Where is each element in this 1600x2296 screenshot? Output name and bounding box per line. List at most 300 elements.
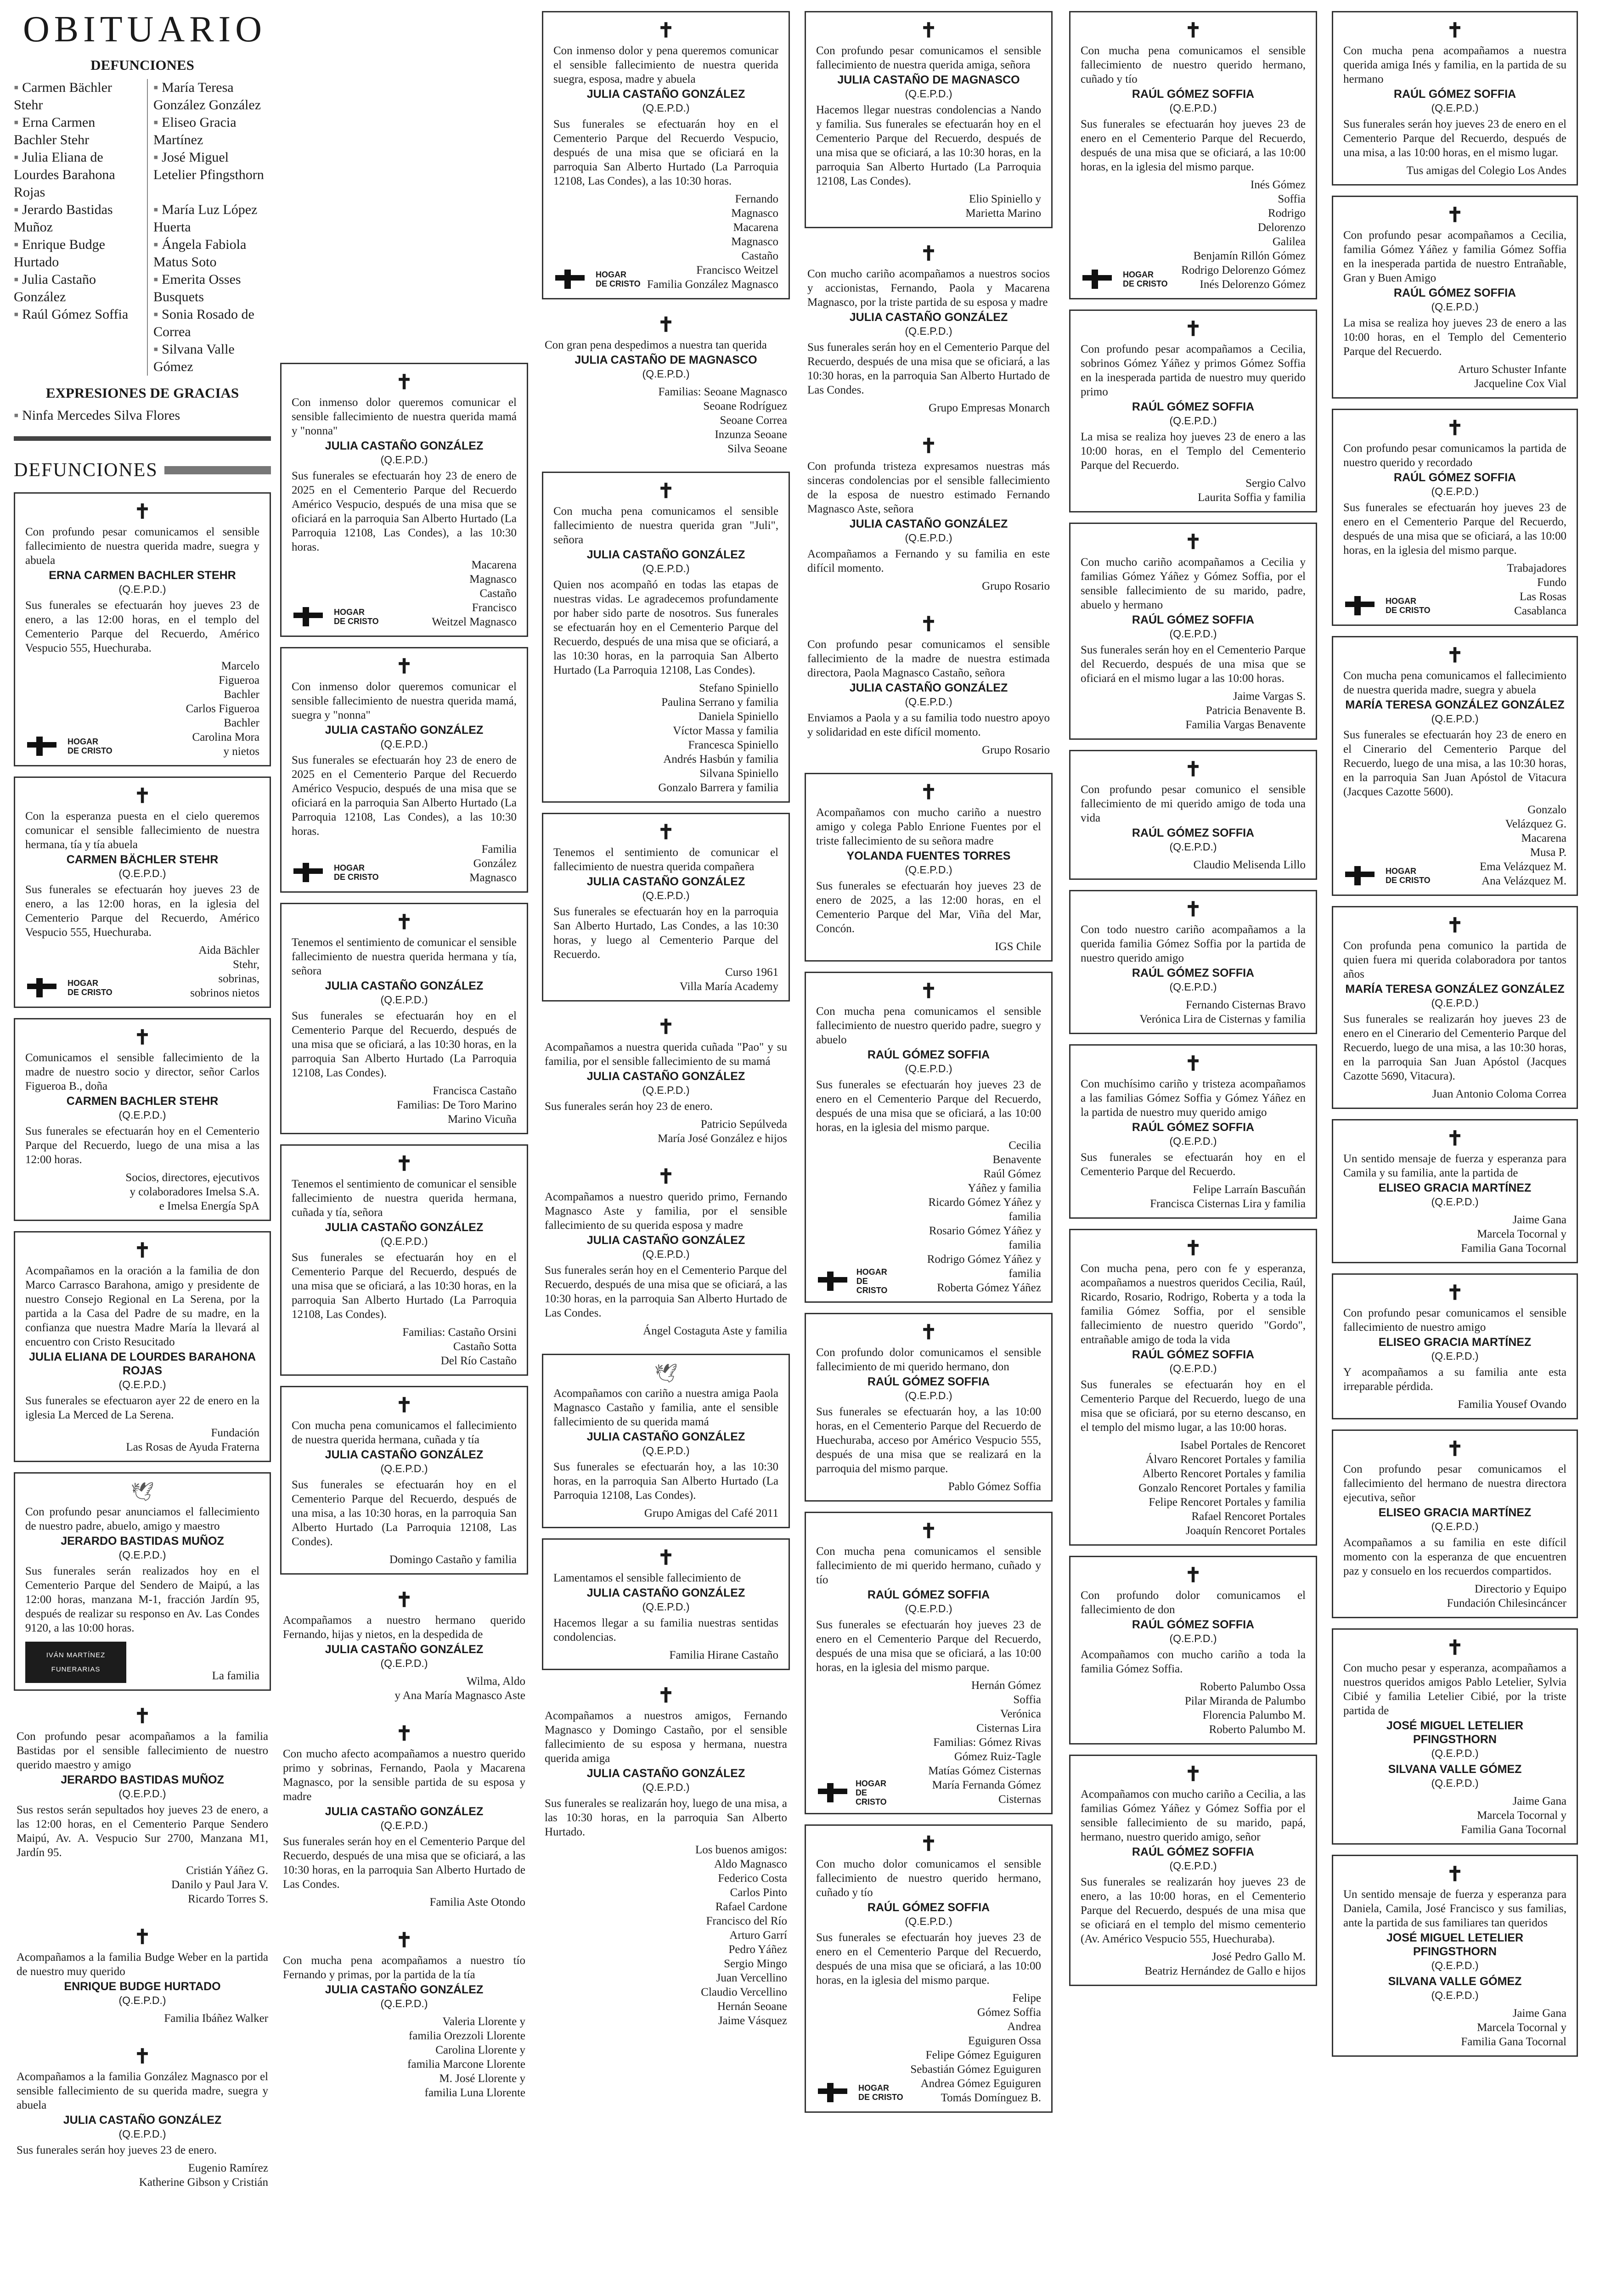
cross-icon: ✝ <box>395 1394 413 1417</box>
rip-label: (Q.E.P.D.) <box>905 88 952 100</box>
cross-icon: ✝ <box>1446 644 1464 667</box>
signature-line: sobrinos nietos <box>190 987 259 999</box>
deceased-name: RAÚL GÓMEZ SOFFIA <box>867 1901 990 1914</box>
signature-line: sobrinas, <box>218 973 259 985</box>
obituary-notice <box>1069 11 1317 299</box>
notice-intro: Con mucho pesar y esperanza, acompañamos a nuestros queridos amigos Pablo Letelier, Sylvia Cibié y familia Letelier Cibié, por la triste partida de <box>1343 1662 1566 1717</box>
signature-line: González <box>473 857 517 870</box>
hogar-de-cristo-logo <box>1343 863 1431 888</box>
deceased-name: JOSÉ MIGUEL LETELIER PFINGSTHORN <box>1386 1719 1524 1746</box>
deceased-name: RAÚL GÓMEZ SOFFIA <box>867 1588 990 1601</box>
signature-line: Socios, directores, ejecutivos <box>125 1171 259 1184</box>
obituary-notice <box>1069 523 1317 740</box>
notice-body: Sus funerales se efectuarán hoy en el Cementerio Parque del Recuerdo Vespucio, después de una misa que se oficiará en la parroquia San Alberto Hurtado (La Parroquia 12108, Las Condes), a las 10:30 horas. <box>553 118 778 187</box>
cross-icon: ✝ <box>1446 204 1464 226</box>
signature-line: Castaño Sotta <box>453 1340 517 1353</box>
signature-line: Hernán Seoane <box>717 2000 787 2013</box>
logo-line: HOGAR <box>334 608 365 617</box>
obituary-notice <box>805 431 1053 599</box>
cross-icon: ✝ <box>395 1153 413 1175</box>
notice-body: Sus funerales serán hoy jueves 23 de enero. <box>17 2144 217 2156</box>
rip-label: (Q.E.P.D.) <box>905 1390 952 1401</box>
deceased-name: SILVANA VALLE GÓMEZ <box>1388 1763 1522 1776</box>
signature-line: Francisca Cisternas Lira y familia <box>1150 1198 1306 1210</box>
signature-line: Elio Spiniello y <box>969 193 1041 205</box>
obituary-notice <box>1332 906 1578 1109</box>
notice-body: Sus funerales se efectuarán hoy, a las 10:00 horas, en el Cementerio Parque del Recuerdo de Huechuraba, acceso por Américo Vespucio 555, después de una misa que se realizará en la parroquia del mismo parque. <box>816 1406 1041 1475</box>
signature-line: Seoane Correa <box>720 414 787 427</box>
notice-body: Quien nos acompañó en todas las etapas de nuestras vidas. Le agradecemos profundamente por haber sido parte de nosotros. Sus funerales se efectuarán hoy en el Cementerio Parque del Recuerdo, después de una misa que se oficiará, a las 10:30 horas, en la parroquia San Alberto Hurtado (La Parroquia 12108, Las Condes). <box>553 579 778 676</box>
signature-line: Marietta Marino <box>965 207 1041 219</box>
signature-line: Stefano Spiniello <box>699 682 778 694</box>
rip-label: (Q.E.P.D.) <box>118 1379 166 1390</box>
deceased-name: RAÚL GÓMEZ SOFFIA <box>1393 88 1516 101</box>
signature-line: Benavente <box>992 1154 1041 1166</box>
notice-intro: Con profundo dolor comunicamos el sensible fallecimiento de mi querido hermano, don <box>816 1346 1041 1373</box>
obituary-notice <box>14 1701 271 1912</box>
cross-logo-icon <box>553 267 592 292</box>
deceased-name: RAÚL GÓMEZ SOFFIA <box>1132 827 1255 839</box>
notice-body: Sus funerales se efectuarán hoy 23 de enero en el Cinerario del Cementerio Parque del Recuerdo, luego de una misa, a las 10:30 horas, en la parroquia San Juan Apóstol de Vitacura (Jacques Cazotte 5600). <box>1343 729 1566 798</box>
deceased-name: RAÚL GÓMEZ SOFFIA <box>1132 1846 1255 1858</box>
cross-icon: ✝ <box>657 1016 675 1038</box>
signature-line: Macarena <box>471 559 517 571</box>
signature-line: Jaime Gana <box>1512 1214 1566 1226</box>
deceased-name: JULIA CASTAÑO GONZÁLEZ <box>586 548 745 561</box>
deceased-name: ENRIQUE BUDGE HURTADO <box>64 1980 221 1993</box>
notice-body: La misa se realiza hoy jueves 23 de enero a las 10:00 horas, en el Templo del Cementerio Parque del Recuerdo. <box>1343 317 1566 358</box>
notice-body: Acompañamos a su familia en este difícil momento con la esperanza de que encuentren paz y consuelo en los recuerdos compartidos. <box>1343 1536 1566 1577</box>
signature-line: Familias: Seoane Magnasco <box>658 386 787 398</box>
masthead <box>14 11 271 48</box>
signature-line: Tomás Domínguez B. <box>941 2092 1041 2104</box>
signature-line: Familia González Magnasco <box>647 278 778 291</box>
cross-logo-icon <box>25 975 64 1000</box>
notice-signatures <box>190 943 259 1000</box>
cross-icon: ✝ <box>920 435 937 457</box>
obituary-notice <box>1332 1119 1578 1263</box>
index-entry-left: ▪ Jerardo Bastidas Muñoz <box>14 201 138 236</box>
deceased-name: YOLANDA FUENTES TORRES <box>846 850 1011 862</box>
obituary-notice <box>542 1161 790 1344</box>
notice-signatures <box>910 1991 1041 2105</box>
notice-signatures <box>1081 476 1306 505</box>
signature-line: y nietos <box>223 745 259 758</box>
obituary-notice <box>280 903 528 1134</box>
obituary-notice <box>1069 890 1317 1034</box>
rip-label: (Q.E.P.D.) <box>1431 1959 1479 1971</box>
signature-row <box>25 940 259 1000</box>
logo-text <box>856 1779 897 1806</box>
obituary-notice <box>14 1922 271 2031</box>
signature-line: Del Río Castaño <box>440 1355 517 1367</box>
rip-label: (Q.E.P.D.) <box>1169 415 1217 427</box>
deceased-name: SILVANA VALLE GÓMEZ <box>1388 1975 1522 1988</box>
signature-line: Claudio Melisenda Lillo <box>1193 859 1306 871</box>
notice-body: Sus funerales se efectuarán hoy en el Cementerio Parque del Recuerdo, después de una misa que se oficiará, a las 10:30 horas, en la parroquia San Alberto Hurtado (La Parroquia 12108, Las Condes). <box>292 1010 517 1079</box>
notice-signatures <box>545 1324 787 1338</box>
deceased-name: RAÚL GÓMEZ SOFFIA <box>1132 967 1255 979</box>
obituary-notice <box>1332 11 1578 186</box>
deceased-name: JULIA CASTAÑO GONZÁLEZ <box>325 439 484 452</box>
signature-line: Macarena <box>733 221 778 234</box>
gracias-entry: ▪ Ninfa Mercedes Silva Flores <box>14 407 271 424</box>
signature-line: Ricardo Gómez Yáñez y familia <box>928 1196 1041 1223</box>
deceased-name: JULIA CASTAÑO GONZÁLEZ <box>849 681 1008 694</box>
logo-text <box>334 608 379 626</box>
notice-body: Sus funerales se efectuarán hoy en el Cementerio Parque del Recuerdo, después de una misa, a las 10:30 horas, en la parroquia San Alberto Hurtado (La Parroquia 12108, Las Condes). <box>292 1479 517 1548</box>
deceased-name: JULIA CASTAÑO GONZÁLEZ <box>325 1448 484 1461</box>
index-entry-left: ▪ Enrique Budge Hurtado <box>14 236 138 271</box>
rip-label: (Q.E.P.D.) <box>905 1915 952 1927</box>
obituary-notice <box>1069 1755 1317 1986</box>
logo-text <box>858 2083 903 2102</box>
signature-line: Silvana Spiniello <box>699 767 778 780</box>
notice-intro: Con mucha pena comunicamos el fallecimiento de nuestra querida madre, suegra y abuela <box>1343 670 1566 696</box>
index-entry-left: ▪ Carmen Bächler Stehr <box>14 79 138 114</box>
notice-intro: Con profundo pesar anunciamos el fallecimiento de nuestro padre, abuelo, amigo y maestro <box>25 1506 259 1532</box>
notice-intro: Acompañamos con mucho cariño a nuestro amigo y colega Pablo Enrione Fuentes por el triste fallecimiento de su señora madre <box>816 806 1041 847</box>
logo-line: DE CRISTO <box>855 1788 887 1806</box>
signature-line: Fundo <box>1537 576 1566 589</box>
cross-icon: ✝ <box>395 655 413 678</box>
signature-line: Katherine Gibson y Cristián <box>139 2176 268 2189</box>
notice-signatures <box>1181 178 1306 292</box>
signature-line: Arturo Schuster Infante <box>1458 363 1566 376</box>
notice-intro: Acompañamos a nuestra querida cuñada "Pao" y su familia, por el sensible fallecimiento de su mamá <box>545 1041 787 1068</box>
obituary-notice <box>1332 1855 1578 2057</box>
notice-intro: Con profundo pesar comunicamos la partida de nuestro querido y recordado <box>1343 442 1566 469</box>
defunciones-heading: DEFUNCIONES <box>90 57 194 73</box>
obituary-notice <box>1069 1229 1317 1546</box>
deceased-name: RAÚL GÓMEZ SOFFIA <box>867 1048 990 1061</box>
signature-line: Felipe Larraín Bascuñán <box>1193 1183 1306 1196</box>
notice-intro: Con muchísimo cariño y tristeza acompañamos a las familias Gómez Soffia y Gómez Yáñez en la partida de nuestro muy querido amigo <box>1081 1078 1306 1119</box>
cross-icon: ✝ <box>657 1165 675 1188</box>
notice-intro: Con profundo dolor comunicamos el fallecimiento de don <box>1081 1589 1306 1616</box>
notice-signatures <box>1343 1397 1566 1412</box>
notice-intro: Con inmenso dolor y pena queremos comunicar el sensible fallecimiento de nuestra querida suegra, esposa, madre y abuela <box>553 45 778 85</box>
cross-icon: ✝ <box>920 19 937 42</box>
notice-signatures <box>469 842 517 885</box>
signature-line: Cristián Yáñez G. <box>186 1864 268 1877</box>
signature-line: Claudio Vercellino <box>701 1986 787 1998</box>
signature-line: Carlos Pinto <box>730 1886 787 1899</box>
signature-line: Yáñez y familia <box>968 1182 1041 1194</box>
cross-icon: ✝ <box>395 371 413 394</box>
logo-line: HOGAR <box>855 1779 886 1788</box>
signature-line: y colaboradores Imelsa S.A. <box>130 1186 259 1198</box>
signature-line: IGS Chile <box>995 940 1041 953</box>
hogar-de-cristo-logo <box>25 975 113 1000</box>
cross-icon: ✝ <box>1184 758 1202 781</box>
notice-signatures <box>283 1674 525 1703</box>
signature-line: Verónica <box>1000 1708 1041 1720</box>
logo-line: DE CRISTO <box>1123 279 1168 288</box>
logo-text <box>1386 597 1431 615</box>
deceased-name: ERNA CARMEN BACHLER STEHR <box>49 569 236 582</box>
signature-row <box>292 838 517 885</box>
signature-line: Bachler <box>224 717 259 729</box>
logo-line: HOGAR <box>858 2083 889 2093</box>
signature-line: Casablanca <box>1514 605 1566 617</box>
notice-signatures <box>1507 561 1566 618</box>
col5-notices <box>1069 11 1317 1986</box>
signature-line: Familia Gana Tocornal <box>1461 2036 1566 2048</box>
obituary-notice <box>542 1680 790 2033</box>
signature-line: Felipe Rencoret Portales y familia <box>1149 1496 1306 1508</box>
notice-body: Sus funerales serán hoy en el Cementerio Parque del Recuerdo, después de una misa que se oficiará, a las 10:30 horas, en la parroquia San Alberto Hurtado de Las Condes. <box>807 341 1050 396</box>
deceased-name: JOSÉ MIGUEL LETELIER PFINGSTHORN <box>1386 1931 1524 1958</box>
notice-body: Sus funerales serán realizados hoy en el Cementerio Parque del Sendero de Maipú, a las 12:00 horas, manzana M-1, fracción Jardín 95, después de realizar su responso en Av. Las Condes 9120, a las 10:00 horas. <box>25 1565 259 1634</box>
section-rule <box>164 466 271 474</box>
cross-logo-icon <box>292 604 330 629</box>
notice-intro: Con profundo pesar comunicamos el sensible fallecimiento de nuestra querida madre, suegra y abuela <box>25 526 259 567</box>
obituary-notice <box>280 363 528 637</box>
deceased-name: ELISEO GRACIA MARTÍNEZ <box>1378 1182 1532 1194</box>
signature-line: Domingo Castaño y familia <box>389 1553 517 1566</box>
index-entry-right: ▪ Silvana Valle Gómez <box>147 341 271 376</box>
obituary-notice <box>280 1925 528 2105</box>
notice-body: Sus funerales se efectuarán hoy jueves 23 de enero en el Cementerio Parque del Recuerdo, después de una misa que se oficiará, a las 10:00 horas, en la iglesia del mismo parque. <box>816 1931 1041 1986</box>
obituary-notice <box>805 1824 1053 2113</box>
logo-text <box>68 737 113 755</box>
notice-body: Sus funerales se efectuarán hoy en el Cementerio Parque del Recuerdo. <box>1081 1151 1306 1178</box>
notice-body: Sus funerales se efectuarán hoy en el Cementerio Parque del Recuerdo, luego de una misa que se oficiará, por su eterno descanso, en el templo del mismo lugar, a las 10:00 horas. <box>1081 1379 1306 1434</box>
notice-body: Sus funerales serán hoy en el Cementerio Parque del Recuerdo, después de una misa que se oficiará, a las 10:30 horas, en la parroquia San Alberto Hurtado de Las Condes. <box>545 1264 787 1319</box>
rip-label: (Q.E.P.D.) <box>1431 1777 1479 1789</box>
signature-line: Wilma, Aldo <box>466 1675 525 1688</box>
signature-line: Gonzalo Barrera y familia <box>658 782 778 794</box>
signature-line: Matías Gómez Cisternas <box>928 1765 1041 1777</box>
signature-line: Joaquín Rencoret Portales <box>1185 1525 1306 1537</box>
hogar-de-cristo-logo <box>25 734 113 759</box>
notice-signatures <box>1081 1680 1306 1737</box>
logo-line: DE CRISTO <box>858 2093 903 2102</box>
rip-label: (Q.E.P.D.) <box>905 325 952 337</box>
signature-line: Familia Gana Tocornal <box>1461 1823 1566 1836</box>
signature-line: Galilea <box>1272 236 1306 248</box>
deceased-name: JULIA CASTAÑO GONZÁLEZ <box>586 1767 745 1780</box>
deceased-name: JULIA CASTAÑO GONZÁLEZ <box>849 311 1008 324</box>
signature-line: Pilar Miranda de Palumbo <box>1184 1695 1306 1707</box>
index-entry-right: ▪ María Luz López Huerta <box>147 201 271 236</box>
cross-icon: ✝ <box>920 1833 937 1855</box>
obituary-notice <box>280 1718 528 1915</box>
deceased-name: JULIA CASTAÑO GONZÁLEZ <box>586 1587 745 1599</box>
signature-line: Felipe Gómez Eguiguren <box>925 2049 1041 2061</box>
rip-label: (Q.E.P.D.) <box>380 994 428 1006</box>
signature-line: Juan Vercellino <box>716 1972 787 1984</box>
signature-row <box>553 188 778 292</box>
signature-line: Marcela Tocornal y <box>1477 1228 1566 1240</box>
logo-line: FUNERARIAS <box>51 1666 101 1673</box>
signature-line: Stehr, <box>232 958 259 971</box>
rip-label: (Q.E.P.D.) <box>905 696 952 708</box>
index-entry-right: ▪ Sonia Rosado de Correa <box>147 306 271 341</box>
signature-line: Florencia Palumbo M. <box>1202 1709 1306 1722</box>
notice-body: Sus funerales se realizarán hoy jueves 23 de enero en el Cinerario del Cementerio Parque del Recuerdo, luego de una misa, a las 10:30 horas, en la parroquia San Juan Apóstol (Jacques Cazotte 5690, Vitacura). <box>1343 1013 1566 1082</box>
cross-icon: ✝ <box>395 911 413 934</box>
notice-intro: Acompañamos a la familia Budge Weber en la partida de nuestro muy querido <box>17 1951 268 1978</box>
signature-line: y Ana María Magnasco Aste <box>394 1689 525 1702</box>
obituary-notice <box>805 1512 1053 1814</box>
signature-line: Sebastián Gómez Eguiguren <box>910 2063 1041 2076</box>
notice-intro: Acompañamos a nuestro hermano querido Fernando, hijas y nietos, en la despedida de <box>283 1614 525 1641</box>
logo-line: DE CRISTO <box>334 872 379 882</box>
deceased-name: ELISEO GRACIA MARTÍNEZ <box>1378 1506 1532 1519</box>
notice-intro: Con profundo pesar comunicamos el fallecimiento del hermano de nuestra directora ejecutiva, señor <box>1343 1463 1566 1504</box>
dove-icon: 🕊 <box>654 1363 678 1384</box>
notice-intro: Tenemos el sentimiento de comunicar el sensible fallecimiento de nuestra querida hermana, cuñada y tía, señora <box>292 1178 517 1219</box>
rip-label: (Q.E.P.D.) <box>905 532 952 544</box>
rip-label: (Q.E.P.D.) <box>1169 1135 1217 1147</box>
rip-label: (Q.E.P.D.) <box>905 864 952 876</box>
notice-body: Y acompañamos a su familia ante esta irreparable pérdida. <box>1343 1366 1566 1393</box>
notice-body: Sus funerales serán hoy en el Cementerio Parque del Recuerdo, después de una misa que se oficiará, a las 10:30 horas, en la parroquia San Alberto Hurtado de Las Condes. <box>283 1835 525 1891</box>
signature-line: Paulina Serrano y familia <box>661 696 778 709</box>
signature-line: Rodrigo <box>1268 207 1306 219</box>
signature-line: Álvaro Rencoret Portales y familia <box>1145 1453 1306 1466</box>
col1-notices <box>14 492 271 2195</box>
hogar-de-cristo-logo <box>292 604 379 629</box>
logo-text <box>1386 867 1431 885</box>
logo-line: IVÁN MARTÍNEZ <box>46 1651 106 1659</box>
cross-logo-icon <box>816 1269 853 1294</box>
signature-line: Familia Vargas Benavente <box>1185 719 1306 731</box>
signature-line: Grupo Rosario <box>982 580 1050 592</box>
obituary-notice <box>14 1231 271 1462</box>
notice-signatures <box>17 1863 268 1906</box>
deceased-name: ELISEO GRACIA MARTÍNEZ <box>1378 1336 1532 1349</box>
rip-label: (Q.E.P.D.) <box>642 1781 690 1793</box>
rip-label: (Q.E.P.D.) <box>118 2128 166 2140</box>
notice-body: Acompañamos a Fernando y su familia en este difícil momento. <box>807 548 1050 574</box>
obituary-notice <box>542 11 790 299</box>
signature-line: Figueroa <box>219 674 259 687</box>
notice-intro: Con profundo pesar comunico el sensible fallecimiento de mi querido amigo de toda una vida <box>1081 783 1306 824</box>
cross-icon: ✝ <box>395 1722 413 1745</box>
logo-line: DE CRISTO <box>68 988 113 997</box>
signature-row <box>292 554 517 629</box>
notice-signatures <box>25 1171 259 1213</box>
logo-line: HOGAR <box>1123 270 1154 279</box>
hogar-de-cristo-logo <box>553 267 641 292</box>
signature-line: familia Marcone Llorente <box>407 2058 525 2071</box>
notice-intro: Con mucha pena comunicamos el sensible fallecimiento de nuestro querido hermano, cuñado y tío <box>1081 45 1306 85</box>
hogar-de-cristo-logo <box>292 860 379 885</box>
page-title: OBITUARIO <box>23 9 266 50</box>
deceased-name: JULIA CASTAÑO DE MAGNASCO <box>837 73 1020 86</box>
rip-label: (Q.E.P.D.) <box>118 867 166 879</box>
rip-label: (Q.E.P.D.) <box>1169 628 1217 640</box>
notice-signatures <box>186 659 259 759</box>
rip-label: (Q.E.P.D.) <box>118 1788 166 1800</box>
rip-label: (Q.E.P.D.) <box>380 1657 428 1669</box>
logo-line: HOGAR <box>68 979 98 988</box>
rip-label: (Q.E.P.D.) <box>118 1994 166 2006</box>
signature-line: Roberto Palumbo M. <box>1209 1723 1306 1736</box>
cross-icon: ✝ <box>920 781 937 804</box>
logo-line: DE CRISTO <box>856 1277 888 1295</box>
logo-line: DE CRISTO <box>334 617 379 626</box>
cross-icon: ✝ <box>1184 1052 1202 1075</box>
column-5 <box>1069 11 1317 1996</box>
deceased-name: CARMEN BACHLER STEHR <box>66 1095 219 1108</box>
logo-text <box>856 1267 899 1295</box>
signature-line: Arturo Garrí <box>729 1929 787 1941</box>
index-entry-right: ▪ Ángela Fabiola Matus Soto <box>147 236 271 271</box>
notice-body: Sus funerales serán hoy jueves 23 de enero en el Cementerio Parque del Recuerdo, después de una misa, a las 10:00 horas, en el mismo lugar. <box>1343 118 1566 159</box>
index-entry-left: ▪ Erna Carmen Bachler Stehr <box>14 114 138 149</box>
cross-icon: ✝ <box>134 2045 151 2068</box>
notice-signatures <box>1343 362 1566 391</box>
signature-line: Los buenos amigos: <box>695 1844 787 1856</box>
notice-intro: Con mucha pena comunicamos el sensible fallecimiento de nuestro querido padre, suegro y abuelo <box>816 1005 1041 1046</box>
deceased-name: MARÍA TERESA GONZÁLEZ GONZÁLEZ <box>1345 983 1565 996</box>
signature-line: Marino Vicuña <box>447 1113 517 1125</box>
rip-label: (Q.E.P.D.) <box>118 583 166 595</box>
cross-icon: ✝ <box>395 1589 413 1611</box>
signature-line: Silva Seoane <box>727 443 787 455</box>
notice-signatures <box>1343 1087 1566 1101</box>
signature-line: Valeria Llorente y <box>442 2015 525 2028</box>
rip-label: (Q.E.P.D.) <box>642 1601 690 1613</box>
signature-line: Daniela Spiniello <box>698 710 778 723</box>
cross-logo-icon <box>1343 863 1382 888</box>
signature-line: Roberto Palumbo Ossa <box>1200 1681 1306 1693</box>
cross-logo-icon <box>816 2080 855 2105</box>
signature-row <box>816 1135 1041 1295</box>
notice-signatures <box>25 1426 259 1454</box>
signature-line: Laurita Soffia y familia <box>1198 491 1306 504</box>
notice-signatures <box>553 681 778 795</box>
cross-icon: ✝ <box>920 613 937 636</box>
notice-body: Sus funerales se efectuarán hoy jueves 23 de enero de 2025, a las 12:00 horas, en el Cementerio Parque del Mar, Viña del Mar, Concón. <box>816 880 1041 935</box>
gracias-index <box>14 407 271 424</box>
rip-label: (Q.E.P.D.) <box>380 1463 428 1474</box>
notice-signatures <box>17 2011 268 2026</box>
signature-line: Las Rosas <box>1519 591 1566 603</box>
notice-signatures <box>1343 1213 1566 1255</box>
notice-signatures <box>1081 1182 1306 1211</box>
notice-signatures <box>899 1138 1041 1295</box>
rip-label: (Q.E.P.D.) <box>642 889 690 901</box>
notice-body: Sus funerales se efectuarán hoy en el Cementerio Parque del Recuerdo, después de una misa que se oficiará, a las 10:30 horas, en la parroquia San Alberto Hurtado (La Parroquia 12108, Las Condes). <box>292 1251 517 1321</box>
index-entry-left: ▪ Julia Castaño González <box>14 271 138 306</box>
notice-intro: Acompañamos a nuestros amigos, Fernando Magnasco y Domingo Castaño, por el sensible fallecimiento de su esposa y hermana, nuestra querida amiga <box>545 1710 787 1765</box>
notice-signatures <box>292 1084 517 1126</box>
cross-icon: ✝ <box>395 1929 413 1952</box>
signature-line: Soffia <box>1013 1694 1041 1706</box>
notice-intro: Con mucho cariño acompañamos a Cecilia y familias Gómez Yáñez y Gómez Soffia, por el sensible fallecimiento de su marido, padre, abuelo y hermano <box>1081 556 1306 611</box>
cross-icon: ✝ <box>134 1926 151 1948</box>
deceased-name: JULIA CASTAÑO GONZÁLEZ <box>63 2114 222 2127</box>
column-1 <box>14 11 271 2205</box>
deceased-name: RAÚL GÓMEZ SOFFIA <box>1132 613 1255 626</box>
rip-label: (Q.E.P.D.) <box>1431 997 1479 1009</box>
notice-body: Sus funerales serán hoy en el Cementerio Parque del Recuerdo, después de una misa que se oficiará en el mismo lugar a las 10:00 horas. <box>1081 644 1306 685</box>
signature-line: Rafael Rencoret Portales <box>1191 1510 1306 1523</box>
cross-icon: ✝ <box>134 1026 151 1049</box>
obituary-notice <box>14 492 271 766</box>
cross-icon: ✝ <box>1446 19 1464 42</box>
notice-intro: Con mucha pena acompañamos a nuestro tío Fernando y primas, por la partida de la tía <box>283 1954 525 1981</box>
notice-signatures <box>1480 803 1566 888</box>
signature-line: M. José Llorente y <box>439 2072 525 2085</box>
notice-signatures <box>647 192 778 292</box>
notice-intro: Comunicamos el sensible fallecimiento de la madre de nuestro socio y director, señor Carlos Figueroa B., doña <box>25 1052 259 1092</box>
